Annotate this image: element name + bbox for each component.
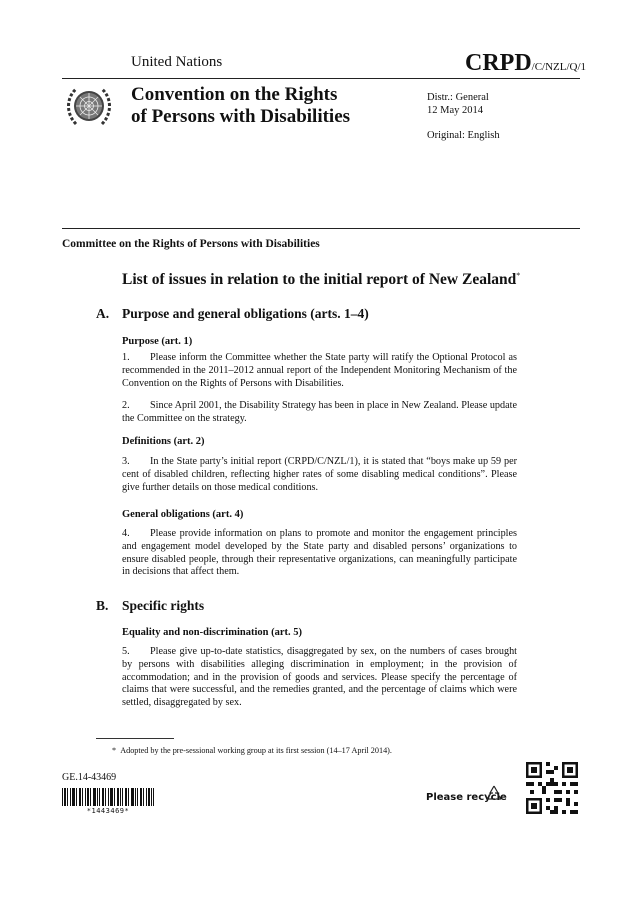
paragraph-1 xyxy=(122,352,517,390)
barcode-icon xyxy=(62,788,154,806)
paragraph-text: Please provide information on plans to promote and monitor the engagement principles and engagement model developed by the State party and disabled persons’ organizations to ensure disabled people, through their representative organizations, can meaningfully participate in decisions that affect them. xyxy=(122,528,517,578)
section-b-letter: B. xyxy=(96,598,109,613)
document-date: 12 May 2014 xyxy=(427,105,483,116)
organization-name: United Nations xyxy=(131,54,223,70)
un-emblem-icon xyxy=(64,84,114,128)
section-a-title: Purpose and general obligations (arts. 1–4) xyxy=(122,306,369,321)
job-number: GE.14-43469 xyxy=(62,772,117,783)
symbol-main: CRPD xyxy=(465,50,532,76)
paragraph-text: Since April 2001, the Disability Strategy has been in place in New Zealand. Please update the Committee on the strategy. xyxy=(122,400,517,424)
paragraph-4 xyxy=(122,528,517,579)
subsection-definitions-title: Definitions (art. 2) xyxy=(122,436,205,447)
paragraph-5 xyxy=(122,646,517,710)
footnote-text: Adopted by the pre-sessional working group at its first session (14–17 April 2014). xyxy=(120,746,392,755)
section-b-title: Specific rights xyxy=(122,598,205,613)
document-symbol xyxy=(465,50,586,77)
convention-title xyxy=(131,84,350,128)
title-rule xyxy=(62,228,580,229)
please-recycle-label: Please recycle xyxy=(426,792,507,803)
subsection-equality-title: Equality and non-discrimination (art. 5) xyxy=(122,627,302,638)
paragraph-text: Please give up-to-date statistics, disaggregated by sex, on the numbers of cases brought by persons with disabilities alleging discrimination in employment; in the provision of accommodation; and in the provision of goods and services. Please specify the percentage of claims that were successful, and the remedies granted, and the percentage of claims which were settled, disaggregated by sex. xyxy=(122,646,517,709)
main-heading-text: List of issues in relation to the initial report of New Zealand xyxy=(122,271,517,289)
section-a-letter: A. xyxy=(96,306,110,321)
paragraph-2 xyxy=(122,400,517,426)
original-language: Original: English xyxy=(427,130,500,141)
paragraph-3 xyxy=(122,456,517,494)
distribution-text: Distr.: General xyxy=(427,92,489,103)
paragraph-number: 2. xyxy=(122,400,130,411)
paragraph-number: 1. xyxy=(122,352,130,363)
subsection-general-obligations-title: General obligations (art. 4) xyxy=(122,509,244,520)
footnote-marker: * xyxy=(516,271,521,280)
distribution-block xyxy=(427,91,489,117)
barcode-text: *1443469* xyxy=(86,807,130,815)
committee-name: Committee on the Rights of Persons with Disabilities xyxy=(62,238,320,250)
paragraph-number: 4. xyxy=(122,528,130,539)
footnote-rule xyxy=(96,738,174,739)
title-line-1: Convention on the Rights xyxy=(131,84,338,105)
header-rule xyxy=(62,78,580,79)
paragraph-text: In the State party’s initial report (CRPD/C/NZL/1), it is stated that “boys make up 59 per cent of disabled children, reflecting higher rates of some disabling medical conditions”. Please give further details on those medical conditions. xyxy=(122,456,517,493)
main-heading xyxy=(122,271,520,289)
footnote xyxy=(112,746,392,755)
symbol-suffix: /C/NZL/Q/1 xyxy=(531,61,587,73)
subsection-purpose-title: Purpose (art. 1) xyxy=(122,336,193,347)
paragraph-number: 3. xyxy=(122,456,130,467)
recycle-icon xyxy=(484,784,504,804)
qr-code-icon xyxy=(526,762,578,814)
paragraph-number: 5. xyxy=(122,646,130,657)
title-line-2: of Persons with Disabilities xyxy=(131,106,351,127)
footnote-marker: * xyxy=(112,746,117,755)
paragraph-text: Please inform the Committee whether the State party will ratify the Optional Protocol as recommended in the 2011–2012 annual report of the Independent Monitoring Mechanism of the Convention on the Rights of Persons with Disabilities. xyxy=(122,352,517,389)
